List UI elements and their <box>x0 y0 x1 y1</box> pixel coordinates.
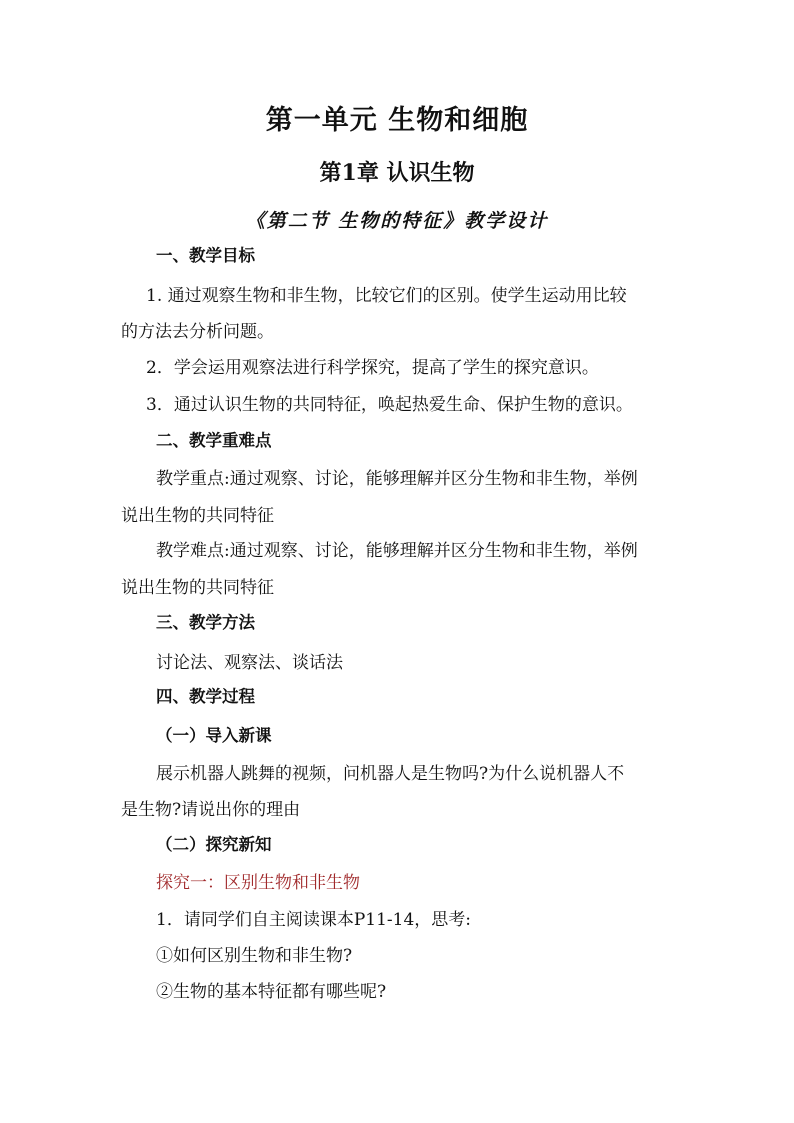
intro-line-2: 是生物?请说出你的理由 <box>121 800 301 820</box>
section-heading-objectives: 一、教学目标 <box>156 246 255 265</box>
section-heading-key-points: 二、教学重难点 <box>156 431 272 450</box>
teaching-methods: 讨论法、观察法、谈话法 <box>156 653 343 673</box>
difficult-point-line-1: 教学难点:通过观察、讨论，能够理解并区分生物和非生物，举例 <box>156 541 638 561</box>
difficult-point-line-2: 说出生物的共同特征 <box>121 578 274 598</box>
lesson-design-title: 《第二节 生物的特征》教学设计 <box>245 210 549 232</box>
objective-1-line-1: 1. 通过观察生物和非生物，比较它们的区别。使学生运动用比较 <box>146 286 627 306</box>
objective-3: 3．通过认识生物的共同特征，唤起热爱生命、保护生物的意识。 <box>146 395 633 415</box>
objective-2: 2．学会运用观察法进行科学探究，提高了学生的探究意识。 <box>146 358 599 378</box>
explore-item-1: 1．请同学们自主阅读课本P11-14，思考: <box>156 910 471 930</box>
section-heading-process: 四、教学过程 <box>156 687 255 706</box>
chapter-title: 第1章 认识生物 <box>319 160 475 186</box>
key-point-line-2: 说出生物的共同特征 <box>121 506 274 526</box>
subsection-heading-explore: （二）探究新知 <box>156 835 272 854</box>
key-point-line-1: 教学重点:通过观察、讨论，能够理解并区分生物和非生物，举例 <box>156 469 638 489</box>
objective-1-line-2: 的方法去分析问题。 <box>121 322 274 342</box>
intro-line-1: 展示机器人跳舞的视频，问机器人是生物吗?为什么说机器人不 <box>156 764 625 784</box>
question-1: ①如何区别生物和非生物? <box>156 946 353 966</box>
subsection-heading-intro: （一）导入新课 <box>156 726 272 745</box>
section-heading-methods: 三、教学方法 <box>156 613 255 632</box>
explore-one-heading: 探究一：区别生物和非生物 <box>156 873 360 893</box>
unit-title: 第一单元 生物和细胞 <box>265 105 529 136</box>
question-2: ②生物的基本特征都有哪些呢? <box>156 982 387 1002</box>
